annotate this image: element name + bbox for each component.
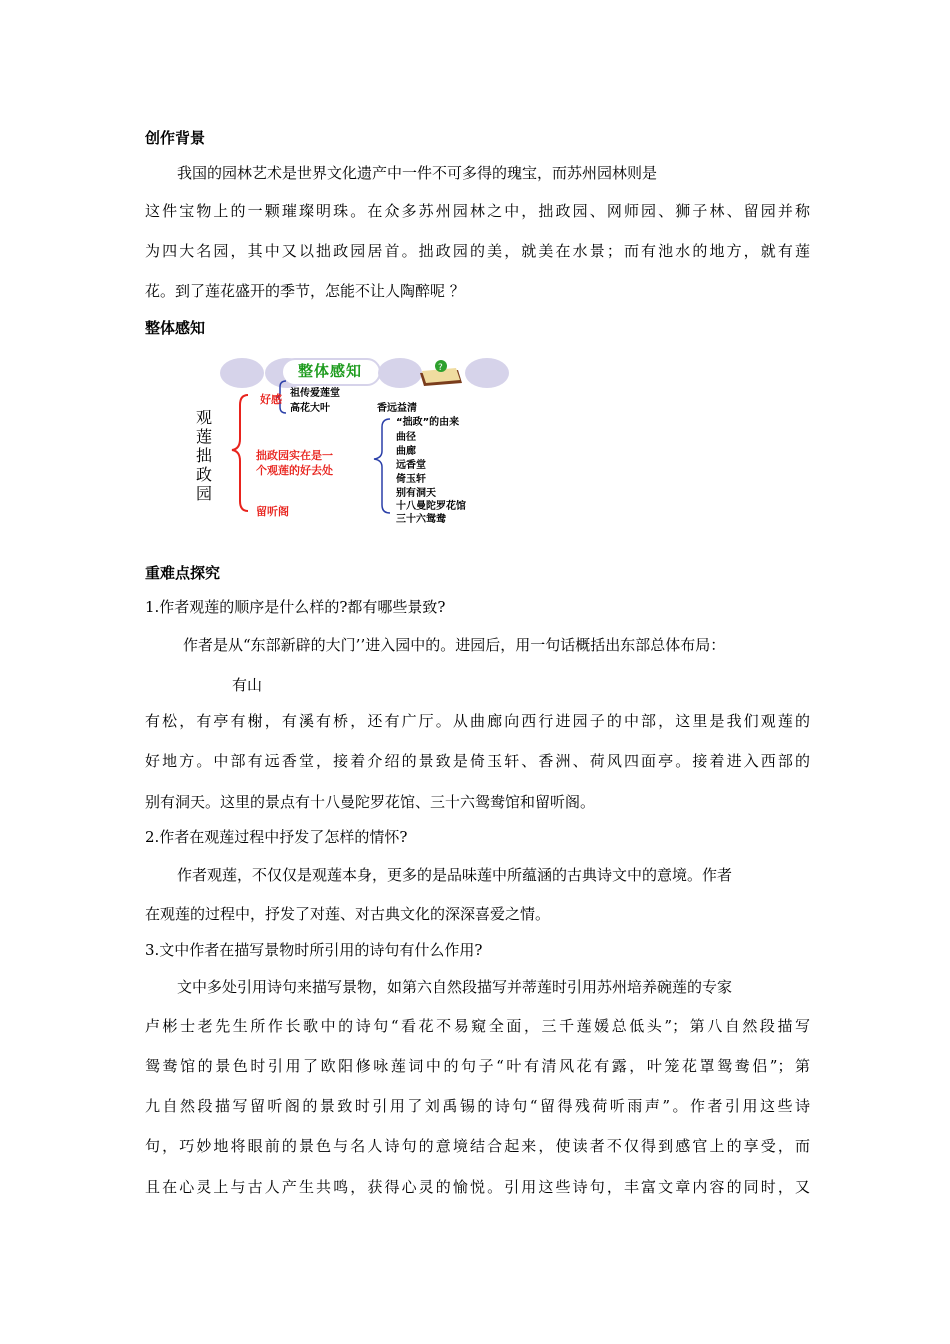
paragraph-line: 为四大名园，其中又以拙政园居首。拙政园的美，就美在水景；而有池水的地方，就有莲 bbox=[145, 242, 810, 260]
branch-item: 香远益清 bbox=[377, 403, 417, 414]
heading-background: 创作背景 bbox=[145, 129, 206, 147]
book-icon bbox=[420, 360, 462, 386]
mind-map-root: 观莲拙政园 bbox=[196, 408, 213, 503]
heading-overview: 整体感知 bbox=[145, 319, 206, 337]
branch-item: 别有洞天 bbox=[396, 488, 436, 499]
answer-line: 九自然段描写留听阁的景致时引用了刘禹锡的诗句“留得残荷听雨声”。作者引用这些诗 bbox=[145, 1097, 810, 1115]
answer-line: 在观莲的过程中，抒发了对莲、对古典文化的深深喜爱之情。 bbox=[145, 905, 551, 923]
heading-key-points: 重难点探究 bbox=[145, 564, 221, 582]
branch-label: 个观莲的好去处 bbox=[256, 464, 333, 477]
paragraph-line: 我国的园林艺术是世界文化遗产中一件不可多得的瑰宝，而苏州园林则是 bbox=[177, 164, 658, 182]
svg-text:?: ? bbox=[438, 363, 443, 373]
answer-line: 有山 bbox=[232, 676, 263, 694]
answer-line: 好地方。中部有远香堂，接着介绍的景致是倚玉轩、香洲、荷风四面亭。接着进入西部的 bbox=[145, 752, 810, 770]
branch-label: 留听阁 bbox=[256, 505, 289, 518]
question-3: 3.文中作者在描写景物时所引用的诗句有什么作用? bbox=[145, 941, 483, 959]
answer-line: 有松，有亭有榭，有溪有桥，还有广厅。从曲廊向西行进园子的中部，这里是我们观莲的 bbox=[145, 712, 810, 730]
answer-line: 作者是从“东部新辟的大门’’进入园中的。进园后，用一句话概括出东部总体布局： bbox=[183, 636, 726, 654]
answer-line: 句，巧妙地将眼前的景色与名人诗句的意境结合起来，使读者不仅得到感官上的享受，而 bbox=[145, 1137, 810, 1155]
branch-item: 倚玉轩 bbox=[396, 474, 426, 485]
paragraph-line: 花。到了莲花盛开的季节，怎能不让人陶醉呢 ？ bbox=[145, 282, 465, 300]
branch-item: “拙政”的由来 bbox=[396, 417, 460, 428]
decor-oval bbox=[378, 358, 422, 388]
brace-2 bbox=[374, 419, 390, 513]
branch-item: 高花大叶 bbox=[290, 403, 330, 414]
branch-item: 远香堂 bbox=[396, 460, 426, 471]
decor-oval bbox=[220, 358, 264, 388]
branch-item: 十八曼陀罗花馆 bbox=[396, 501, 466, 512]
mind-map-banner: 整体感知 bbox=[298, 362, 363, 380]
question-1: 1.作者观莲的顺序是什么样的?都有哪些景致? bbox=[145, 598, 446, 616]
answer-line: 鸳鸯馆的景色时引用了欧阳修咏莲词中的句子“叶有清风花有露，叶笼花罩鸳鸯侣”；第 bbox=[145, 1057, 810, 1075]
answer-line: 卢彬士老先生所作长歌中的诗句“看花不易窥全面，三千莲媛总低头”；第八自然段描写 bbox=[145, 1017, 810, 1035]
root-brace bbox=[232, 395, 248, 511]
branch-item: 三十六鸳鸯 bbox=[396, 514, 446, 525]
answer-line: 文中多处引用诗句来描写景物，如第六自然段描写并蒂莲时引用苏州培养碗莲的专家 bbox=[177, 978, 733, 996]
answer-line: 且在心灵上与古人产生共鸣，获得心灵的愉悦。引用这些诗句，丰富文章内容的同时，又 bbox=[145, 1178, 810, 1196]
answer-line: 作者观莲，不仅仅是观莲本身，更多的是品味莲中所蕴涵的古典诗文中的意境。作者 bbox=[177, 866, 733, 884]
mind-map bbox=[190, 353, 520, 525]
answer-line: 别有洞天。这里的景点有十八曼陀罗花馆、三十六鸳鸯馆和留听阁。 bbox=[145, 793, 596, 811]
decor-oval bbox=[465, 358, 509, 388]
branch-label: 好感 bbox=[260, 393, 282, 406]
branch-item: 曲径 bbox=[396, 432, 416, 443]
branch-item: 曲廊 bbox=[396, 446, 416, 457]
paragraph-line: 这件宝物上的一颗璀璨明珠。在众多苏州园林之中，拙政园、网师园、狮子林、留园并称 bbox=[145, 202, 810, 220]
branch-item: 祖传爱莲堂 bbox=[290, 388, 340, 399]
question-2: 2.作者在观莲过程中抒发了怎样的情怀? bbox=[145, 828, 408, 846]
branch-label: 拙政园实在是一 bbox=[256, 449, 333, 462]
